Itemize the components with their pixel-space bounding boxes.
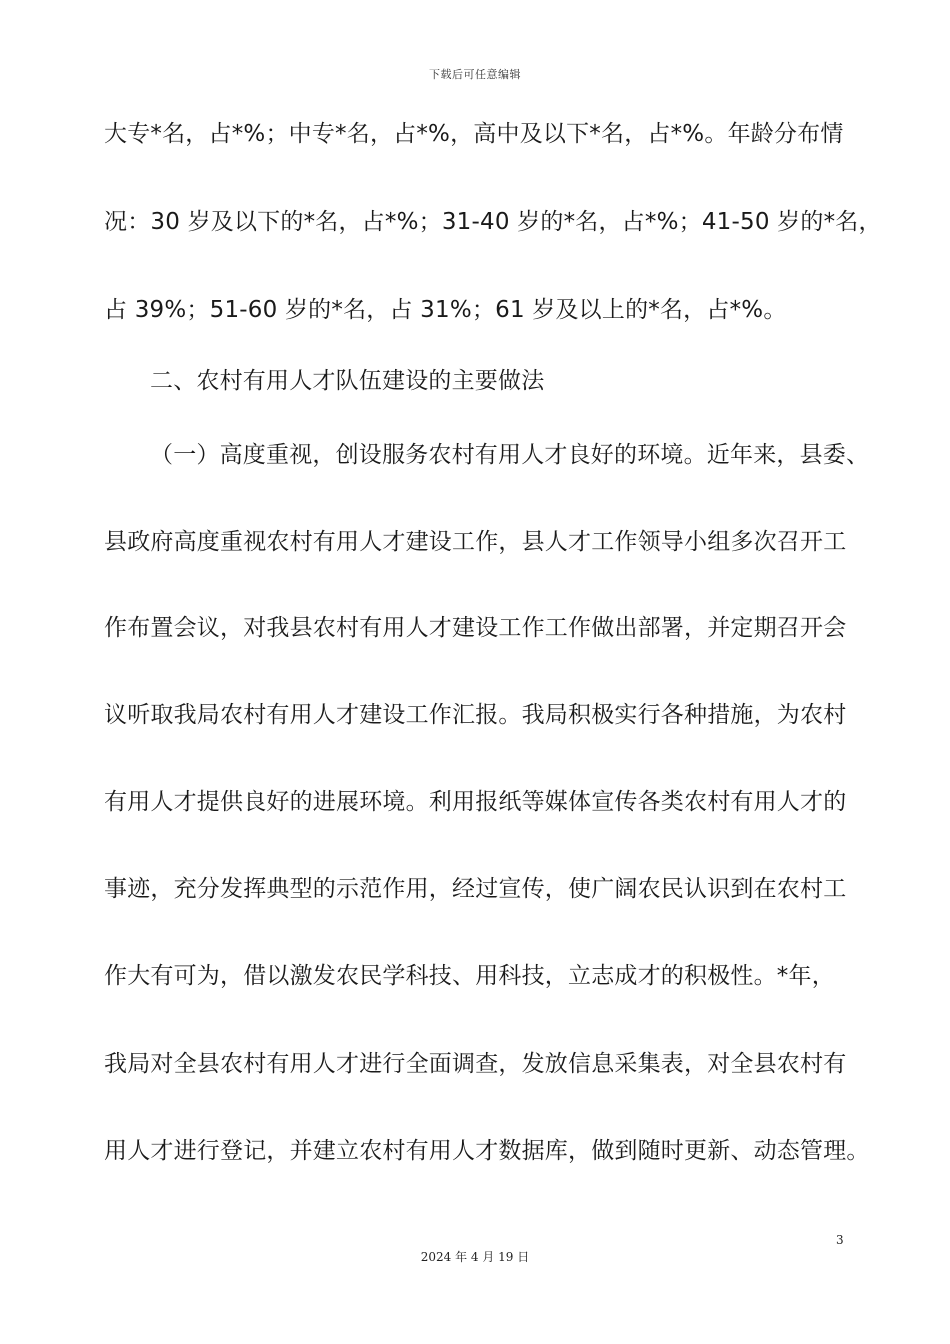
- subsection-heading-line: （一）高度重视，创设服务农村有用人才良好的环境。近年来，县委、: [150, 442, 870, 468]
- body-line: 作大有可为，借以激发农民学科技、用科技，立志成才的积极性。*年，: [104, 963, 835, 989]
- body-line: 有用人才提供良好的进展环境。利用报纸等媒体宣传各类农村有用人才的: [104, 789, 847, 815]
- page-header: 下载后可任意编辑: [429, 68, 521, 81]
- page-footer-date: 2024 年 4 月 19 日: [420, 1250, 530, 1264]
- body-line: 占 39%；51-60 岁的*名，占 31%；61 岁及以上的*名，占*%。: [104, 297, 787, 323]
- page-number: 3: [836, 1233, 844, 1247]
- body-line: 用人才进行登记，并建立农村有用人才数据库，做到随时更新、动态管理。: [104, 1138, 870, 1164]
- body-line: 事迹，充分发挥典型的示范作用，经过宣传，使广阔农民认识到在农村工: [104, 876, 847, 902]
- body-line: 作布置会议，对我县农村有用人才建设工作工作做出部署，并定期召开会: [104, 615, 847, 641]
- body-line: 大专*名，占*%；中专*名，占*%，高中及以下*名，占*%。年龄分布情: [104, 121, 844, 147]
- body-line: 县政府高度重视农村有用人才建设工作，县人才工作领导小组多次召开工: [104, 529, 847, 555]
- body-line: 况：30 岁及以下的*名，占*%；31-40 岁的*名，占*%；41-50 岁的*名，: [104, 209, 882, 235]
- section-heading: 二、农村有用人才队伍建设的主要做法: [150, 368, 545, 394]
- body-line: 我局对全县农村有用人才进行全面调查，发放信息采集表，对全县农村有: [104, 1051, 847, 1077]
- body-line: 议听取我局农村有用人才建设工作汇报。我局积极实行各种措施，为农村: [104, 702, 847, 728]
